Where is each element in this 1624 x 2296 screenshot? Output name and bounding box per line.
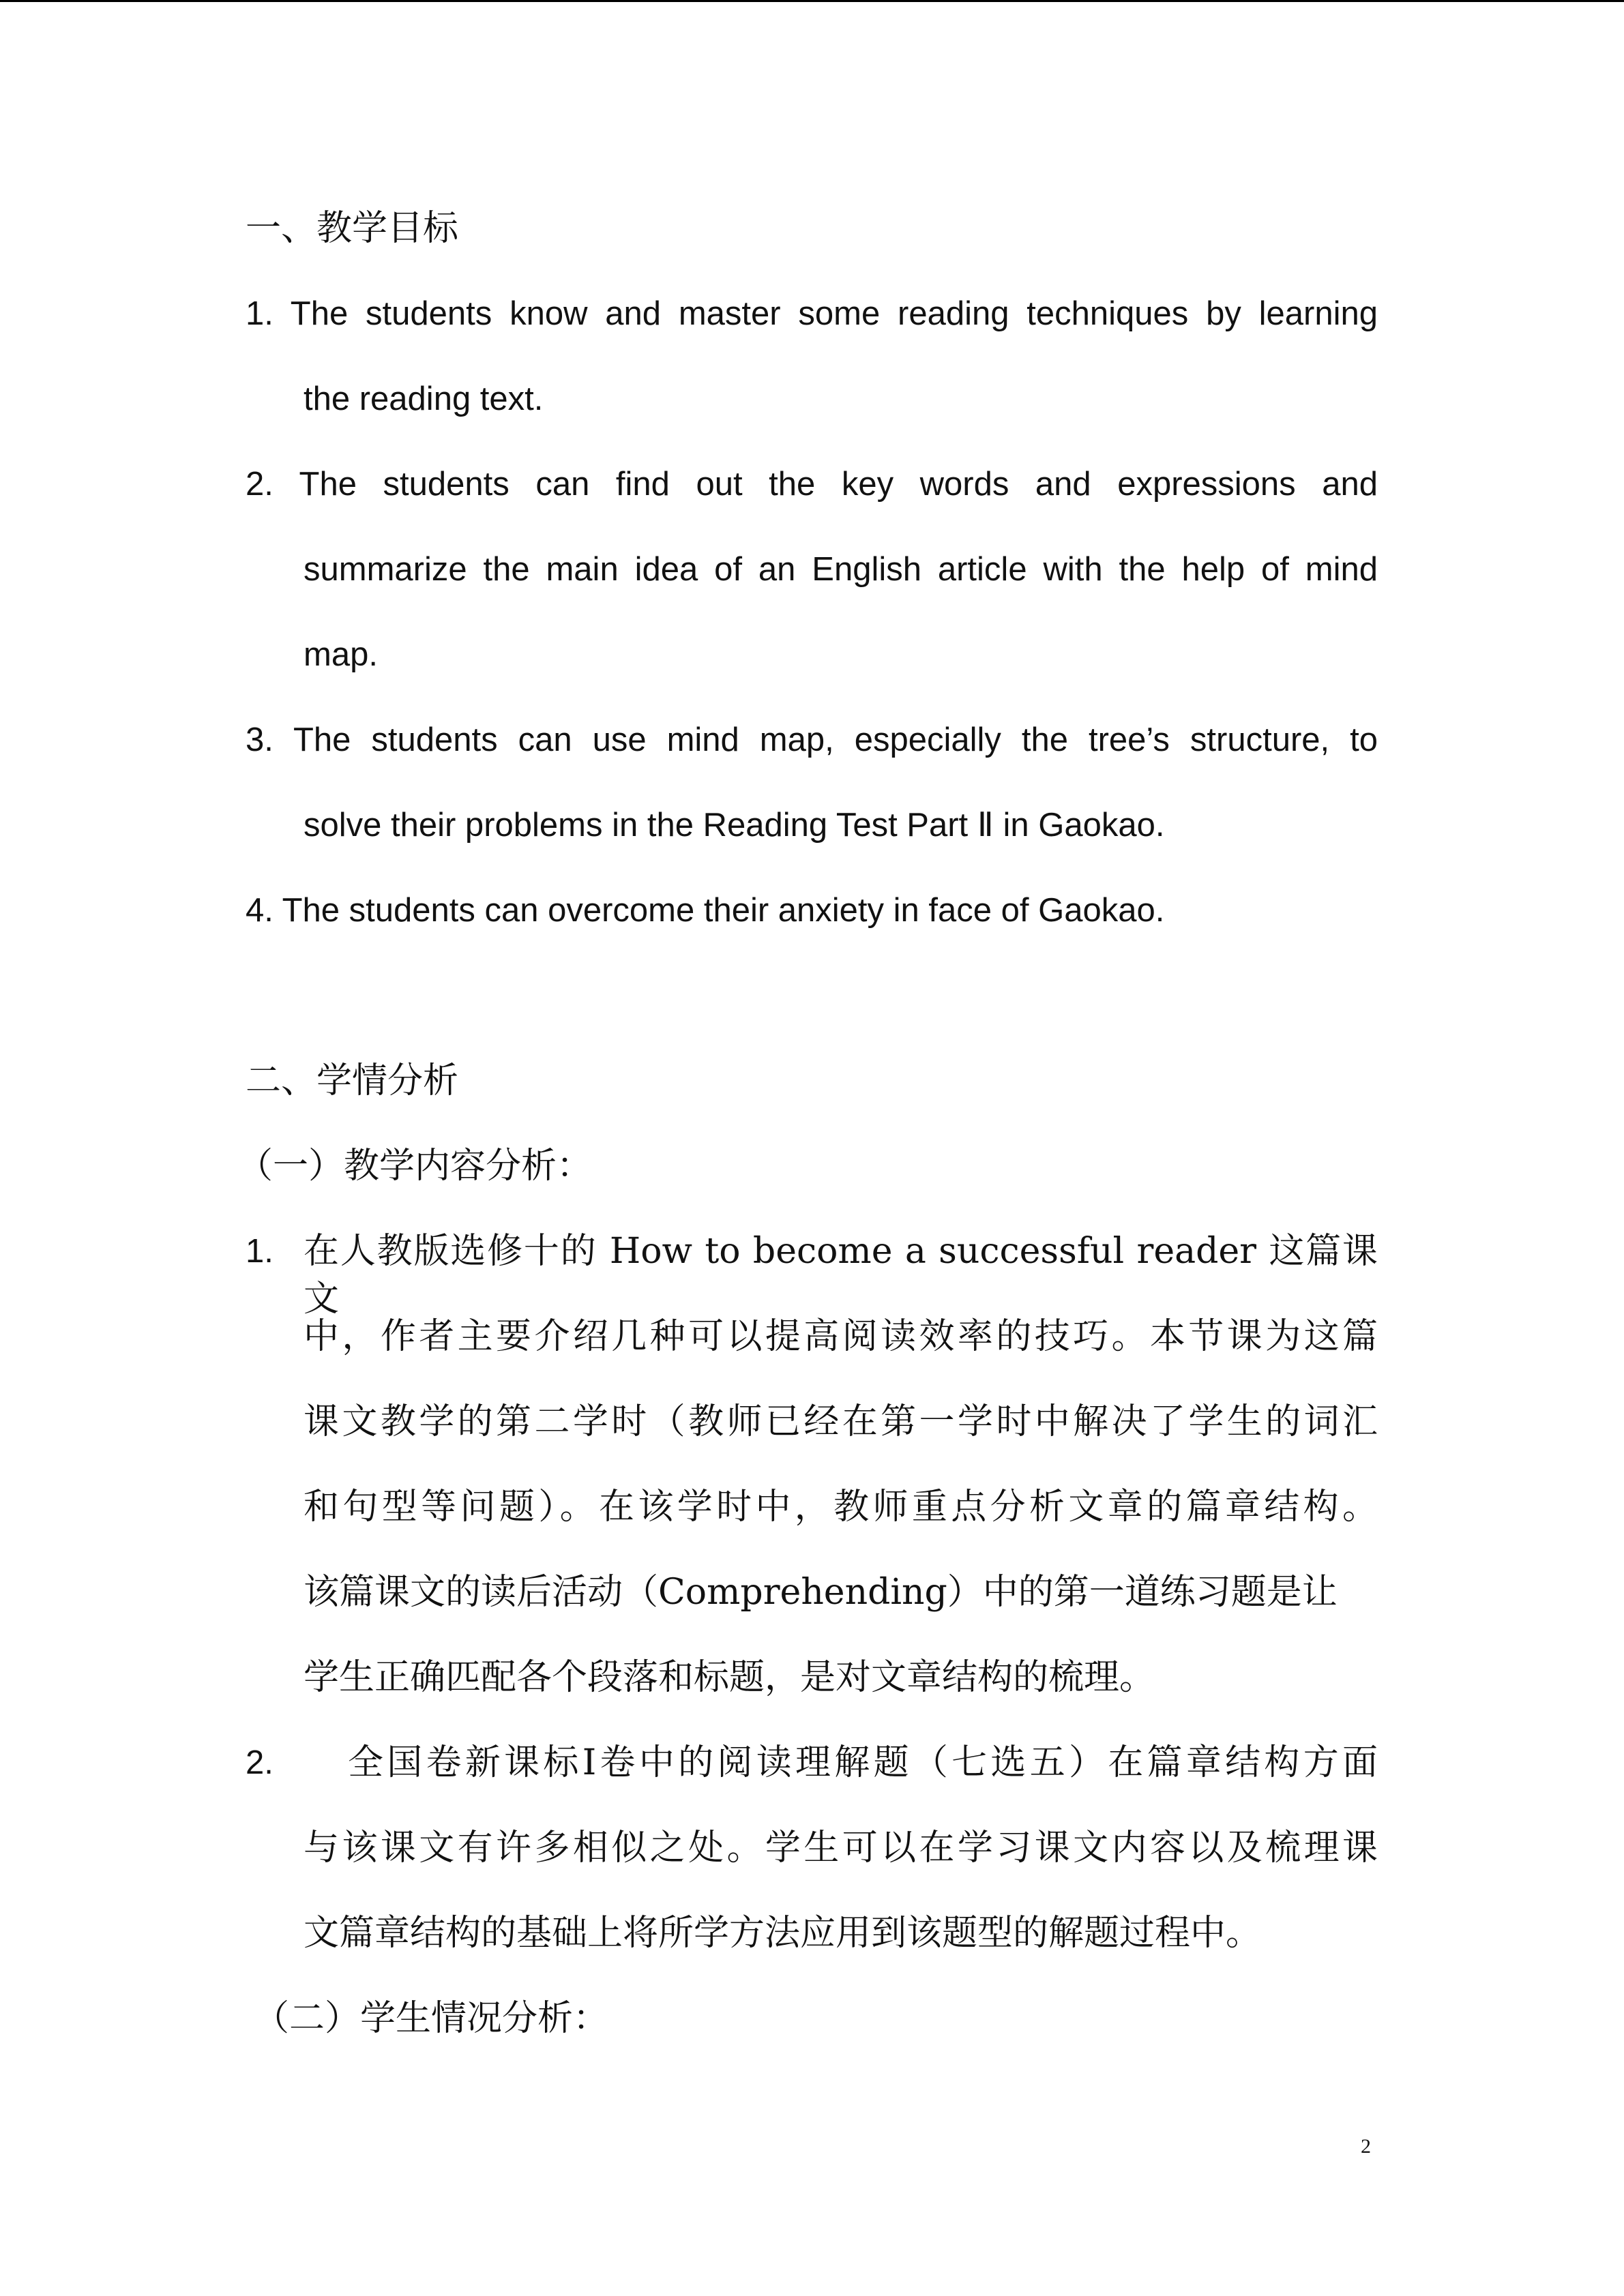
page-top-border — [0, 0, 1624, 2]
content-item-1-line-2: 中，作者主要介绍几种可以提高阅读效率的技巧。本节课为这篇 — [304, 1316, 1378, 1357]
content-item-2-line-3: 文篇章结构的基础上将所学方法应用到该题型的解题过程中。 — [304, 1913, 1262, 1954]
subheading-content-analysis: （一）教学内容分析： — [237, 1146, 593, 1187]
section-heading-learning-analysis: 二、学情分析 — [246, 1060, 459, 1101]
section-heading-teaching-objectives: 一、教学目标 — [246, 208, 459, 249]
objective-2-line-3: map. — [304, 636, 378, 673]
objective-1-line-2: the reading text. — [304, 381, 544, 417]
content-item-1-number: 1. — [246, 1233, 274, 1270]
objective-1-line-1: 1. The students know and master some reading techniques by learning — [246, 295, 1378, 332]
subheading-student-analysis: （二）学生情况分析： — [254, 1998, 609, 2039]
content-item-1-line-4: 和句型等问题）。在该学时中，教师重点分析文章的篇章结构。 — [304, 1487, 1378, 1527]
content-item-2-line-1: 全国卷新课标Ⅰ卷中的阅读理解题（七选五）在篇章结构方面 — [348, 1742, 1378, 1783]
content-item-1-line-6: 学生正确匹配各个段落和标题，是对文章结构的梳理。 — [304, 1657, 1155, 1698]
content-item-1-line-5: 该篇课文的读后活动（Comprehending）中的第一道练习题是让 — [304, 1572, 1338, 1613]
objective-4-line-1: 4. The students can overcome their anxiety in face of Gaokao. — [246, 892, 1165, 929]
content-item-2-line-2: 与该课文有许多相似之处。学生可以在学习课文内容以及梳理课 — [304, 1828, 1378, 1868]
objective-2-line-1: 2. The students can find out the key words and expressions and — [246, 466, 1378, 503]
objective-2-line-2: summarize the main idea of an English article with the help of mind — [304, 551, 1378, 588]
content-item-2-number: 2. — [246, 1744, 274, 1781]
content-item-1-line-3: 课文教学的第二学时（教师已经在第一学时中解决了学生的词汇 — [304, 1401, 1378, 1442]
page-number: 2 — [1361, 2135, 1371, 2158]
objective-3-line-1: 3. The students can use mind map, especially the tree’s structure, to — [246, 721, 1378, 758]
objective-3-line-2: solve their problems in the Reading Test Part Ⅱ in Gaokao. — [304, 807, 1165, 844]
content-item-1-line-1: 在人教版选修十的 How to become a successful reader 这篇课文 — [304, 1231, 1378, 1320]
